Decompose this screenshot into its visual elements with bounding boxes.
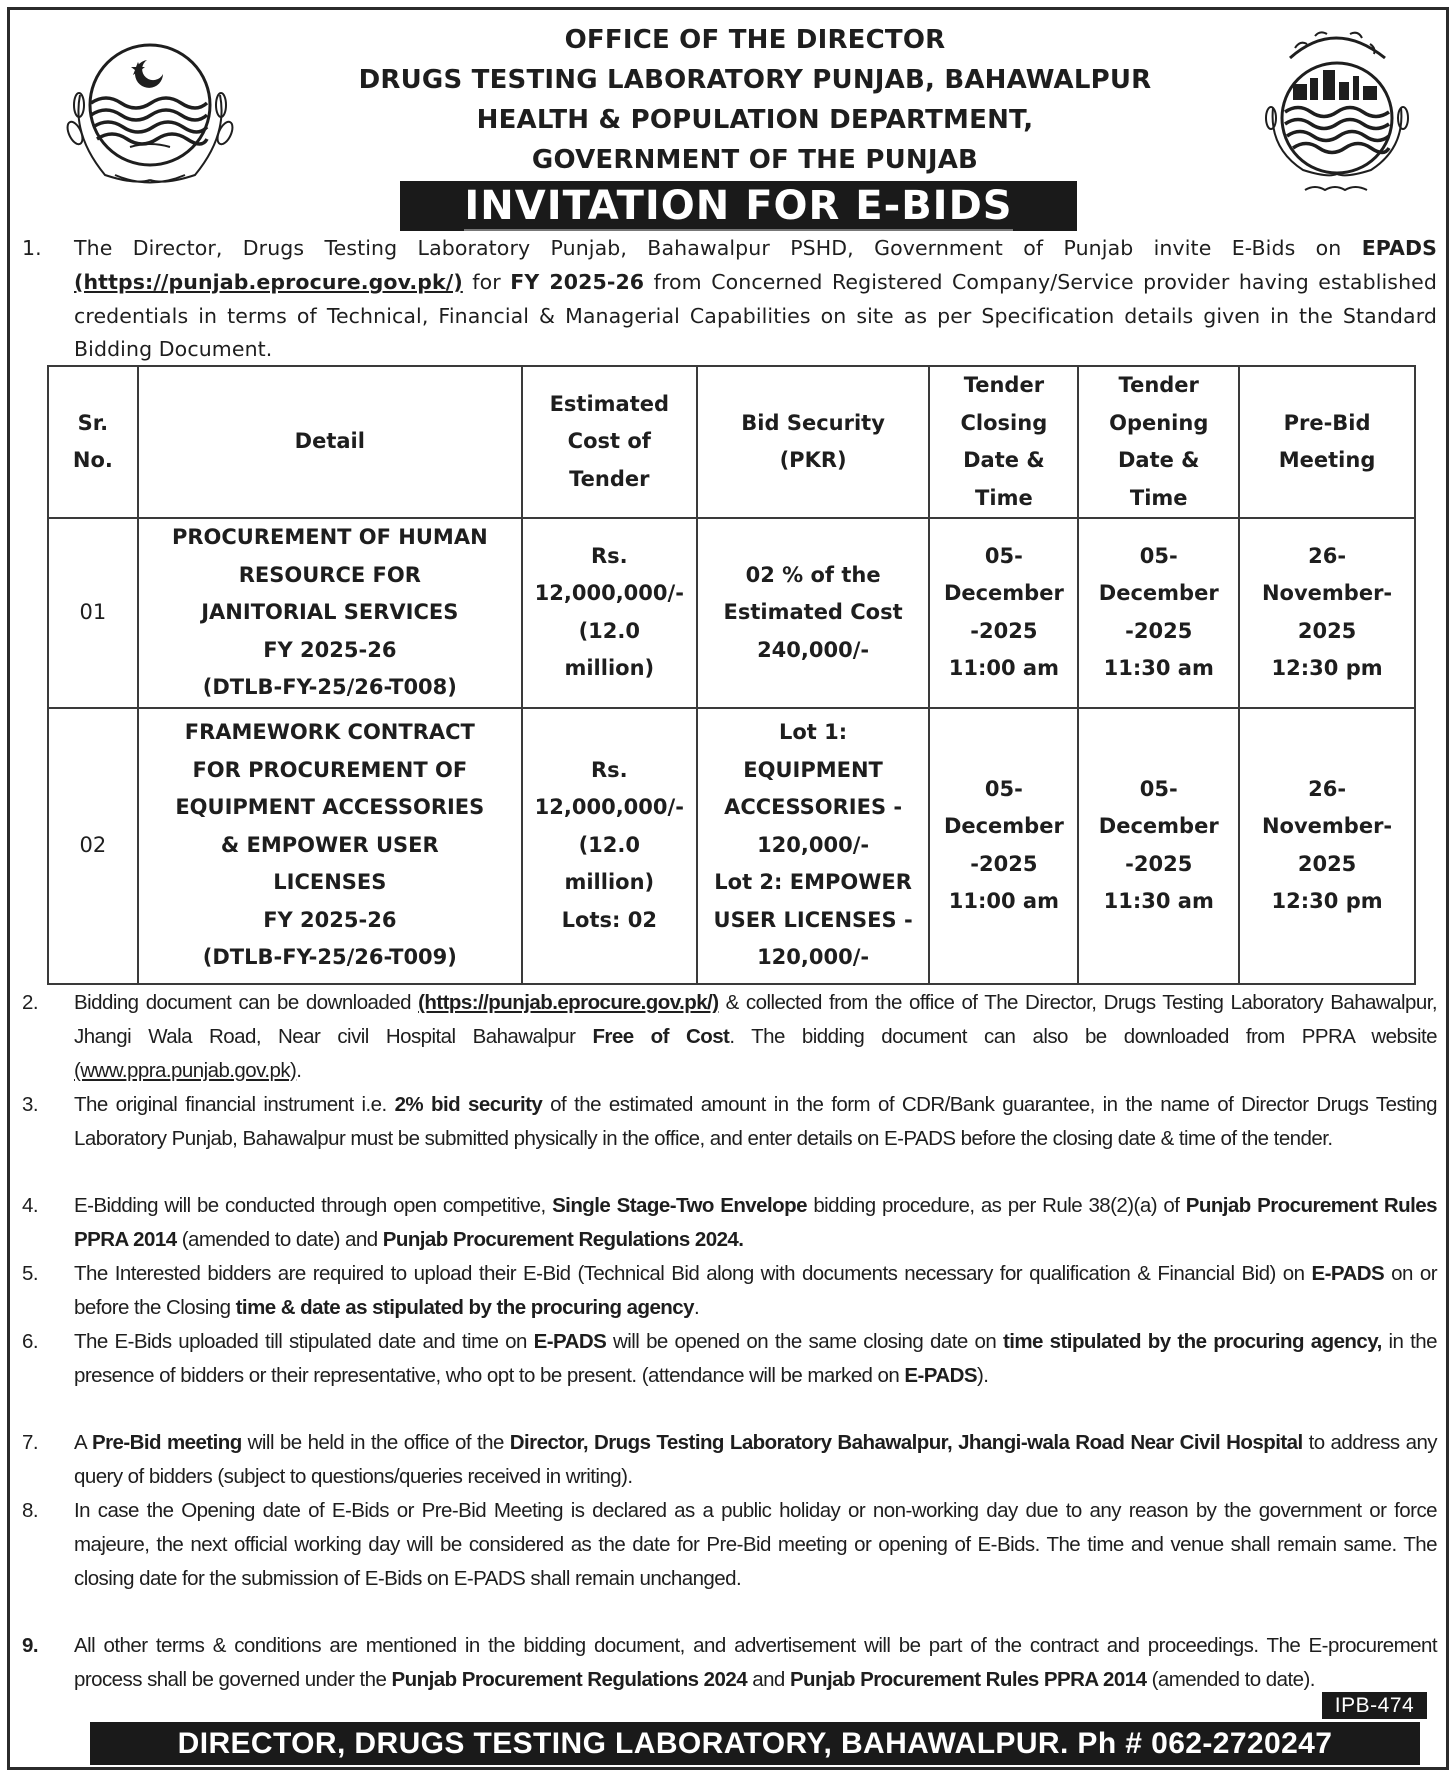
cell-line: Tender xyxy=(569,466,650,491)
cell-line: Pre-Bid xyxy=(1283,410,1371,435)
text: (amended to date). xyxy=(1146,1667,1315,1691)
cell-sr-no: 01 xyxy=(48,518,138,708)
paragraph-text xyxy=(74,1257,1437,1325)
free-of-cost-bold: Free of Cost xyxy=(592,1024,730,1048)
invitation-title: INVITATION FOR E-BIDS xyxy=(464,183,1013,229)
text: will be held in the office of the xyxy=(241,1431,510,1454)
eprocure-link[interactable]: (https://punjab.eprocure.gov.pk/) xyxy=(418,991,719,1014)
cell-line: 240,000/- xyxy=(757,637,870,662)
punjab-government-emblem-icon xyxy=(55,35,235,195)
cell-line: Detail xyxy=(294,429,365,454)
cell-line: Bid Security xyxy=(741,410,885,435)
paragraph-2 xyxy=(22,986,1437,1088)
cell-line: (DTLB-FY-25/26-T009) xyxy=(202,945,457,970)
text: from Concerned Registered Company/Service provider having established credentials in terms of Technical, Financial & Managerial Capabilities on site as per Specification details given in the Standard Bidding Document. xyxy=(74,269,1437,362)
cell-line: 05- xyxy=(984,543,1023,568)
paragraph-6 xyxy=(22,1325,1437,1427)
epads-bold: E-PADS xyxy=(1311,1262,1385,1285)
cell-line: Time xyxy=(975,485,1033,510)
paragraph-8 xyxy=(22,1494,1437,1630)
table-row xyxy=(48,518,1415,708)
cell-line: 11:00 am xyxy=(948,656,1059,681)
header-bid-security xyxy=(697,366,930,518)
cell-line: -2025 xyxy=(1125,851,1193,876)
cell-line: 26- xyxy=(1308,776,1347,801)
cell-bid-security xyxy=(697,708,930,984)
paragraph-text xyxy=(74,1088,1437,1156)
cell-line: 2025 xyxy=(1297,618,1357,643)
header-lab-line: DRUGS TESTING LABORATORY PUNJAB, BAHAWALPUR xyxy=(358,65,1152,95)
cell-line: -2025 xyxy=(970,851,1038,876)
fiscal-year-bold: FY 2025-26 xyxy=(510,269,645,294)
paragraph-5 xyxy=(22,1257,1437,1325)
text: The Director, Drugs Testing Laboratory Punjab, Bahawalpur PSHD, Government of Punjab invite E-Bids on xyxy=(74,236,1362,260)
cell-line: -2025 xyxy=(970,618,1038,643)
invitation-banner xyxy=(400,181,1077,231)
cell-line: December xyxy=(1098,581,1219,606)
cell-line: EQUIPMENT ACCESSORIES xyxy=(175,795,485,820)
cell-line: December xyxy=(943,814,1064,838)
cell-line: 05- xyxy=(1139,776,1178,801)
paragraph-number: 9. xyxy=(22,1634,38,1657)
paragraph-number: 2. xyxy=(22,991,38,1014)
paragraph-number: 6. xyxy=(22,1330,38,1353)
paragraph-9 xyxy=(22,1629,1437,1731)
cell-line: Lot 1: xyxy=(779,720,848,745)
epads-bold: EPADS xyxy=(1361,236,1437,260)
cell-line: FRAMEWORK CONTRACT xyxy=(184,720,475,745)
cell-line: Lot 2: EMPOWER xyxy=(714,870,912,895)
text: on or before the Closing xyxy=(74,1262,1437,1319)
cell-line: Tender xyxy=(963,373,1045,397)
cell-closing-date xyxy=(929,708,1078,984)
cell-sr-no: 02 xyxy=(48,708,138,984)
text: will be opened on the same closing date on xyxy=(606,1330,1003,1353)
cell-pre-bid-meeting xyxy=(1239,518,1415,708)
cell-line: Closing xyxy=(960,410,1048,435)
cell-line: November- xyxy=(1261,814,1393,838)
paragraph-4 xyxy=(22,1189,1437,1257)
header-office-line: OFFICE OF THE DIRECTOR xyxy=(564,25,946,55)
paragraph-text: In case the Opening date of E-Bids or Pre-Bid Meeting is declared as a public holiday or non-working day due to any reason by the government or force majeure, the next official working day will be considered as the date for Pre-Bid meeting or opening of E-Bids. The time and venue shall remain same. The closing date for the submission of E-Bids on E-PADS shall remain unchanged. xyxy=(74,1499,1437,1590)
text: of the estimated amount in the form of CDR/Bank guarantee, in the name of Director Drugs Testing Laboratory Punjab, Bahawalpur must be submitted physically in the office, and enter details on E-PADS before the closing date & time of the tender. xyxy=(74,1093,1437,1150)
cell-line: 12:30 pm xyxy=(1271,889,1383,913)
cell-line: million) xyxy=(564,870,655,895)
paragraph-text xyxy=(74,1189,1437,1257)
cell-closing-date xyxy=(929,518,1078,708)
header-opening-date xyxy=(1078,366,1239,518)
bid-security-bold: 2% bid security xyxy=(394,1093,543,1116)
paragraph-number: 4. xyxy=(22,1194,38,1217)
cell-line: Opening xyxy=(1109,410,1209,435)
cell-line: Meeting xyxy=(1278,448,1376,472)
ppra-website-link[interactable]: (www.ppra.punjab.gov.pk) xyxy=(74,1058,297,1082)
cell-line: 05- xyxy=(1139,543,1178,568)
cell-estimated-cost xyxy=(522,518,697,708)
cell-line: Estimated Cost xyxy=(723,600,903,624)
cell-line: (12.0 xyxy=(578,832,640,857)
cell-line: December xyxy=(1098,814,1219,838)
cell-line: & EMPOWER USER xyxy=(220,832,439,857)
text: (amended to date) and xyxy=(176,1227,383,1251)
text: The original financial instrument i.e. xyxy=(74,1093,395,1116)
cell-line: FY 2025-26 xyxy=(263,637,397,662)
header-detail xyxy=(138,366,522,518)
cell-line: 12,000,000/- xyxy=(534,795,684,820)
cell-line: PROCUREMENT OF HUMAN xyxy=(171,525,488,549)
paragraph-text xyxy=(74,1629,1437,1697)
tender-table xyxy=(47,365,1416,985)
header-closing-date xyxy=(929,366,1078,518)
cell-line: 120,000/- xyxy=(757,945,870,970)
cell-line: Cost of xyxy=(567,429,651,454)
cell-detail xyxy=(138,708,522,984)
cell-line: Date & xyxy=(1117,448,1200,472)
cell-line: JANITORIAL SERVICES xyxy=(201,600,459,624)
paragraph-text xyxy=(74,1325,1437,1393)
text: bidding procedure, as per Rule 38(2)(a) of xyxy=(806,1194,1186,1217)
text: The Interested bidders are required to upload their E-Bid (Technical Bid along with documents necessary for qualification & Financial Bid) on xyxy=(74,1262,1312,1285)
drugs-testing-lab-emblem-icon xyxy=(1255,18,1420,198)
paragraph-text xyxy=(74,232,1437,367)
paragraph-number: 5. xyxy=(22,1262,38,1285)
cell-line: FOR PROCUREMENT OF xyxy=(192,757,468,782)
cell-line: Rs. xyxy=(590,543,628,568)
text: . The bidding document can also be downloaded from PPRA website xyxy=(729,1024,1437,1048)
paragraph-7 xyxy=(22,1426,1437,1494)
cell-line: -2025 xyxy=(1125,618,1193,643)
cell-line: EQUIPMENT xyxy=(743,757,883,782)
header-pre-bid-meeting xyxy=(1239,366,1415,518)
text: All other terms & conditions are mentioned in the bidding document, and advertisement will be part of the contract and proceedings. The E-procurement process shall be governed under the xyxy=(74,1634,1437,1691)
paragraph-1 xyxy=(22,232,1437,372)
cell-line: 11:00 am xyxy=(948,889,1059,913)
header-sr-no xyxy=(48,366,138,518)
rules-bold: Punjab Procurement Rules PPRA 2014 xyxy=(789,1667,1147,1691)
cell-line: 05- xyxy=(984,776,1023,801)
text: and xyxy=(747,1667,790,1691)
header-government-line: GOVERNMENT OF THE PUNJAB xyxy=(531,145,979,175)
cell-line: 12,000,000/- xyxy=(534,581,684,606)
paragraph-number: 3. xyxy=(22,1093,38,1116)
cell-line: Tender xyxy=(1118,373,1199,397)
cell-bid-security xyxy=(697,518,930,708)
cell-line: USER LICENSES - xyxy=(713,907,913,932)
regulations-bold: Punjab Procurement Regulations 2024. xyxy=(382,1227,744,1251)
text: E-Bidding will be conducted through open competitive, xyxy=(74,1194,553,1217)
regulations-bold: Punjab Procurement Regulations 2024 xyxy=(391,1667,748,1691)
venue-bold: Director, Drugs Testing Laboratory Bahawalpur, Jhangi-wala Road Near Civil Hospital xyxy=(509,1431,1303,1454)
cell-line: 12:30 pm xyxy=(1271,656,1383,681)
paragraph-number: 1. xyxy=(22,236,42,260)
paragraph-3 xyxy=(22,1088,1437,1190)
cell-line: Sr. xyxy=(77,410,109,435)
cell-line: million) xyxy=(564,656,655,681)
cell-line: 26- xyxy=(1308,543,1347,568)
cell-line: (12.0 xyxy=(578,618,640,643)
text: for xyxy=(462,269,511,294)
cell-line: 11:30 am xyxy=(1103,889,1214,913)
ipb-number-badge: IPB-474 xyxy=(1322,1692,1427,1719)
cell-pre-bid-meeting xyxy=(1239,708,1415,984)
cell-line: RESOURCE FOR xyxy=(238,562,421,587)
cell-line: LICENSES xyxy=(273,870,387,895)
table-row xyxy=(48,708,1415,984)
footer-contact-banner: DIRECTOR, DRUGS TESTING LABORATORY, BAHAWALPUR. Ph # 062-2720247 xyxy=(90,1722,1420,1765)
cell-line: FY 2025-26 xyxy=(263,907,397,932)
pre-bid-meeting-bold: Pre-Bid meeting xyxy=(91,1431,242,1454)
cell-line: November- xyxy=(1261,581,1393,606)
cell-line: ACCESSORIES - xyxy=(724,795,903,820)
rules-bold: Punjab Procurement Rules PPRA 2014 xyxy=(74,1194,1437,1251)
cell-line: Date & xyxy=(963,448,1045,472)
paragraph-number: 8. xyxy=(22,1499,38,1522)
text: to address any query of bidders (subject to questions/queries received in writing). xyxy=(74,1431,1437,1488)
text: The E-Bids uploaded till stipulated date and time on xyxy=(74,1330,534,1353)
cell-line: 120,000/- xyxy=(757,832,870,857)
cell-line: (DTLB-FY-25/26-T008) xyxy=(202,675,457,699)
cell-line: No. xyxy=(72,448,113,472)
cell-line: Rs. xyxy=(590,757,628,782)
stipulated-time-bold: time stipulated by the procuring agency, xyxy=(1002,1330,1382,1353)
cell-line: Lots: 02 xyxy=(561,907,657,932)
text: . xyxy=(693,1295,700,1319)
procedure-bold: Single Stage-Two Envelope xyxy=(552,1194,807,1217)
cell-line: 2025 xyxy=(1297,851,1357,876)
cell-line: 11:30 am xyxy=(1103,656,1214,681)
text: ). xyxy=(977,1363,989,1387)
header-department-line: HEALTH & POPULATION DEPARTMENT, xyxy=(476,105,1034,135)
cell-opening-date xyxy=(1078,708,1239,984)
cell-detail xyxy=(138,518,522,708)
table-header-row xyxy=(48,366,1415,518)
cell-line: 02 % of the xyxy=(745,562,881,587)
paragraph-number: 7. xyxy=(22,1431,38,1454)
cell-line: Time xyxy=(1129,485,1188,510)
epads-bold: E-PADS xyxy=(533,1330,607,1353)
text: . xyxy=(296,1058,302,1082)
header-estimated-cost xyxy=(522,366,697,518)
stipulated-time-bold: time & date as stipulated by the procuring agency xyxy=(235,1295,694,1319)
cell-opening-date xyxy=(1078,518,1239,708)
eprocure-link[interactable]: (https://punjab.eprocure.gov.pk/) xyxy=(74,269,463,294)
cell-estimated-cost xyxy=(522,708,697,984)
text: Bidding document can be downloaded xyxy=(74,991,419,1014)
text: A xyxy=(74,1431,92,1454)
paragraph-text xyxy=(74,986,1437,1087)
cell-line: December xyxy=(943,581,1064,606)
paragraph-text xyxy=(74,1426,1437,1494)
text: & collected from the office of The Director, Drugs Testing Laboratory Bahawalpur, Jhangi Wala Road, Near civil Hospital Bahawalpur xyxy=(74,991,1437,1048)
epads-bold: E-PADS xyxy=(904,1363,978,1387)
text: in the presence of bidders or their representative, who opt to be present. (attendance will be marked on xyxy=(74,1330,1437,1387)
cell-line: Estimated xyxy=(549,391,670,416)
cell-line: (PKR) xyxy=(779,448,847,472)
